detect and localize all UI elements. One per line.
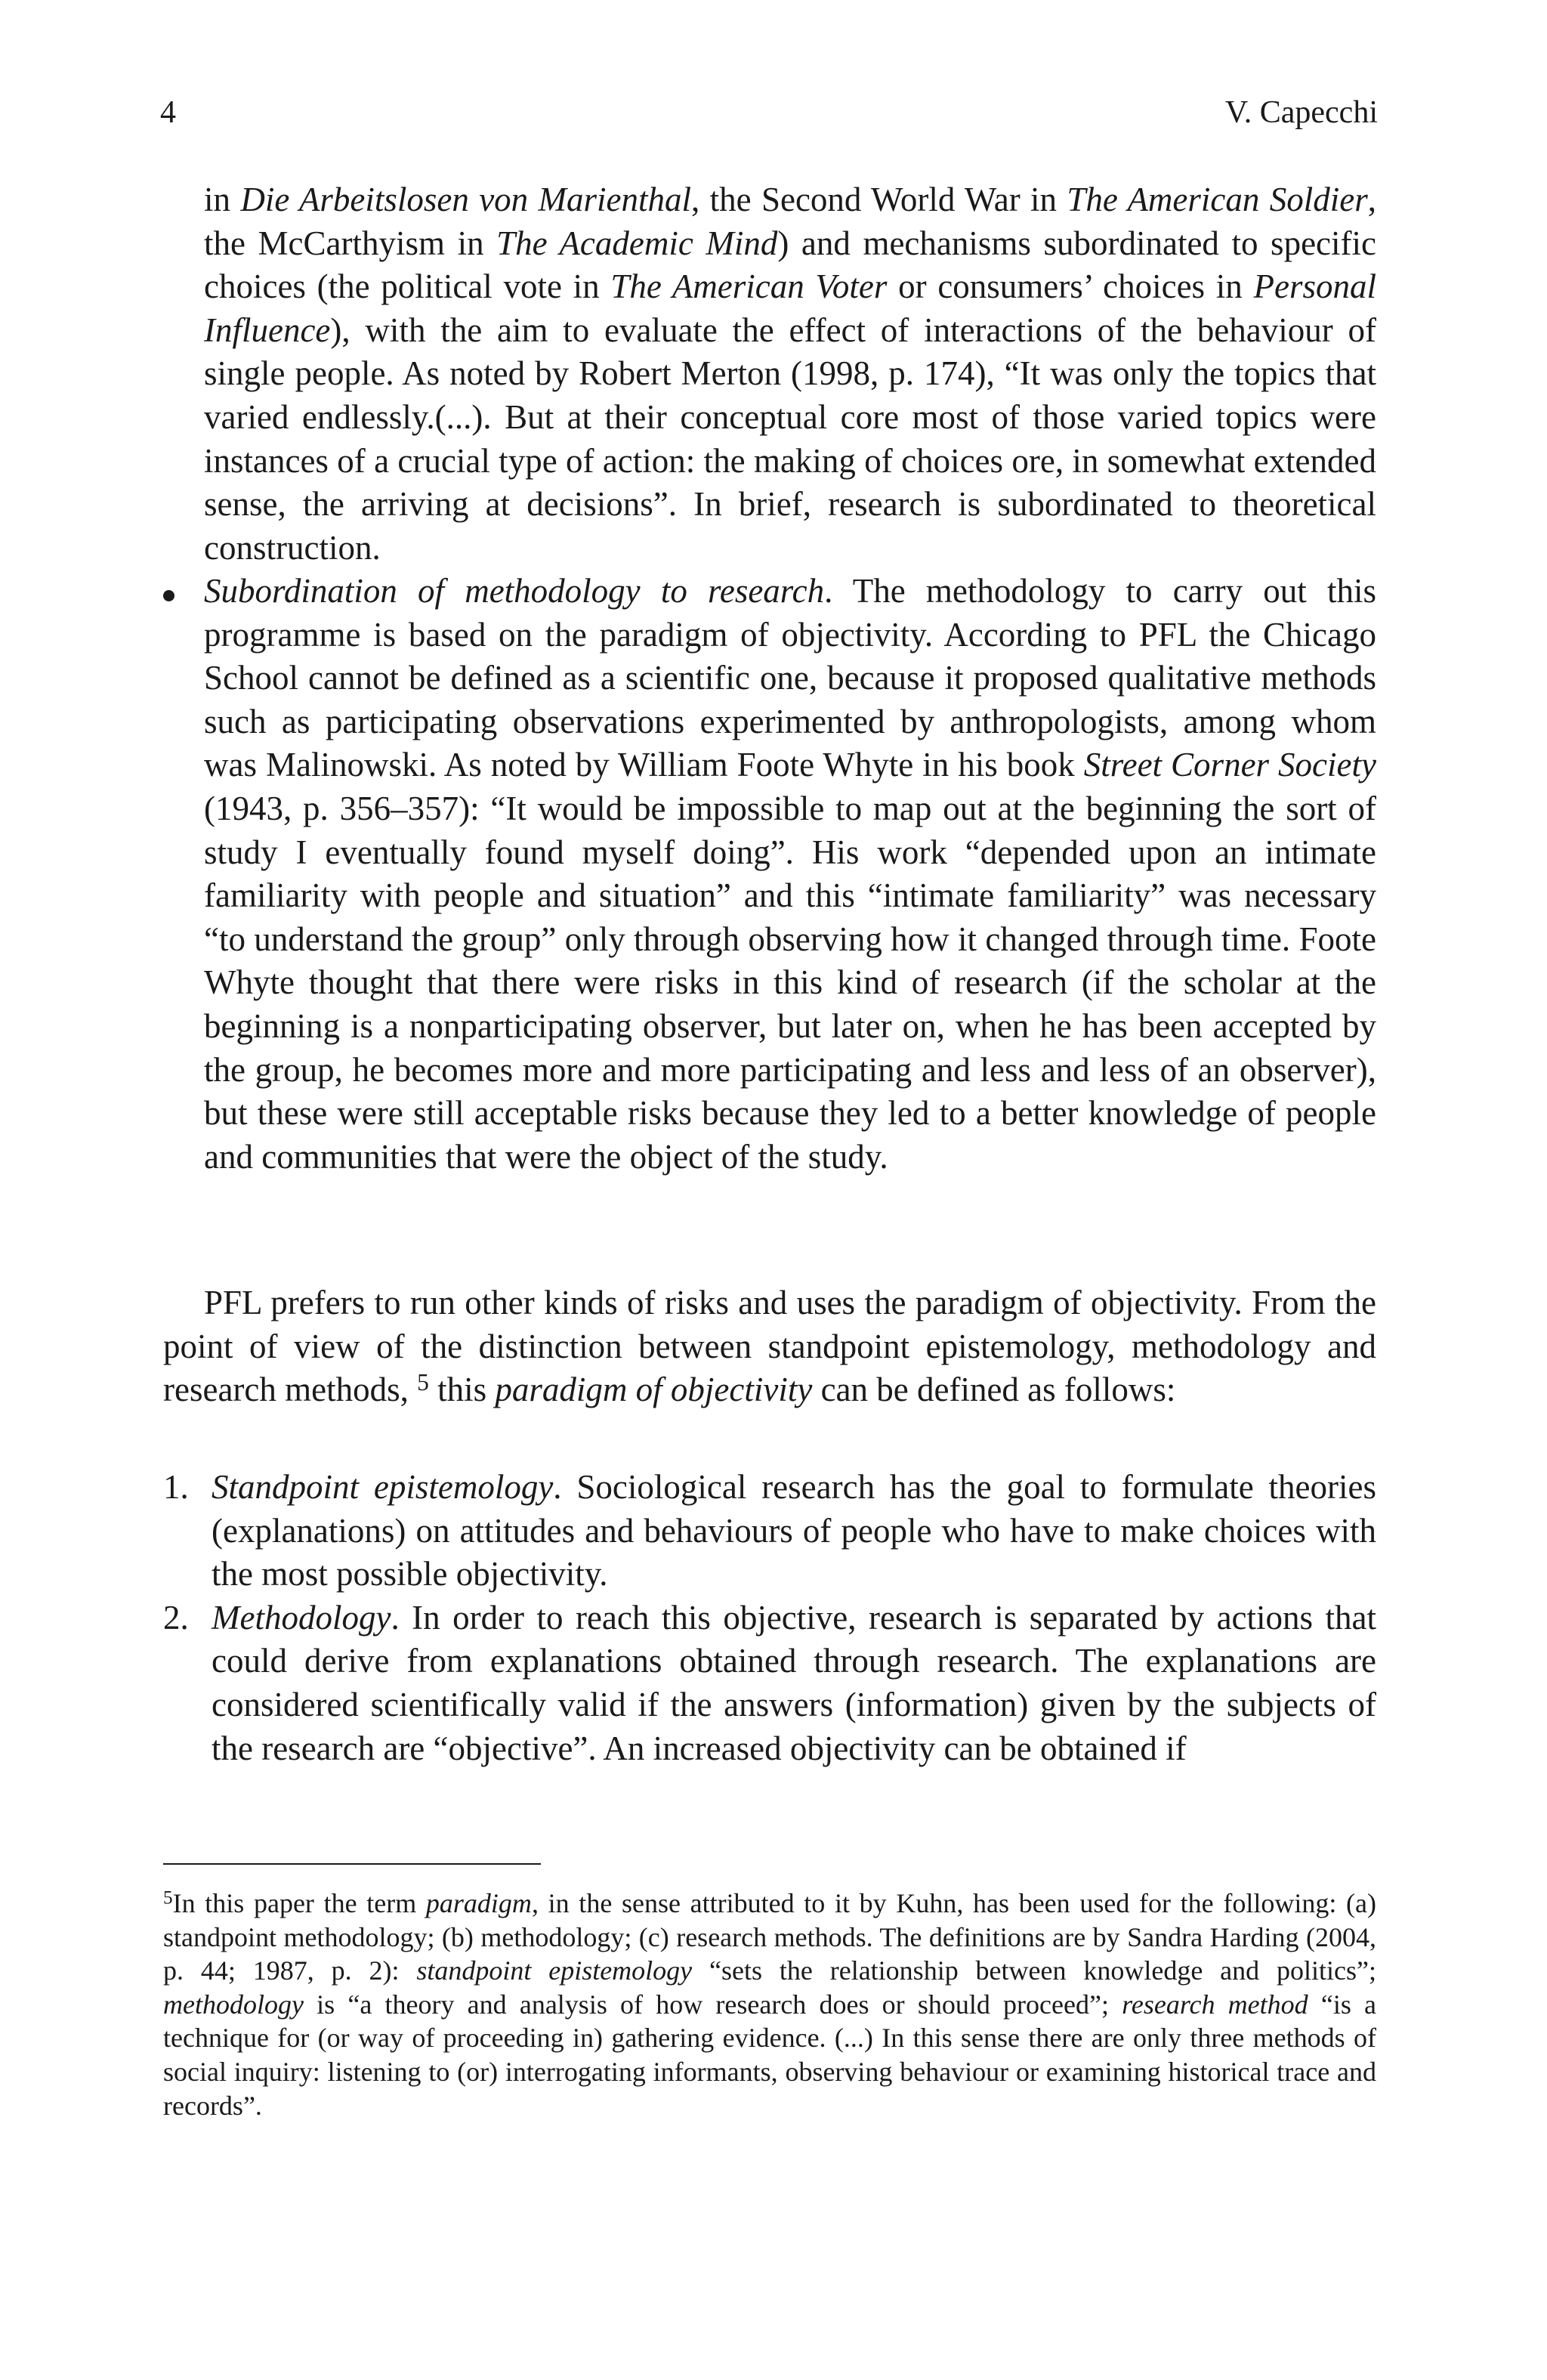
footnote-reference[interactable]: 5 xyxy=(417,1369,429,1396)
book-title: Personal Influence xyxy=(204,267,1376,349)
numbered-list xyxy=(163,1466,1376,1770)
book-title: Die Arbeitslosen von Marienthal xyxy=(240,181,692,218)
emphasis: paradigm of objectivity xyxy=(495,1371,813,1409)
body-paragraph: PFL prefers to run other kinds of risks and uses the paradigm of objectivity. From the point of view of the distinction between standpoint epistemology, methodology and research methods, $^5$ this paradigm of objectivity can be defined as follows: xyxy=(163,1284,1376,1409)
book-title: The Academic Mind xyxy=(496,224,778,262)
list-item: 1. Standpoint epistemology. Sociological research has the goal to formulate theories (explanations) on attitudes and behaviours of people who have to make choices with the most possible objectivity. xyxy=(163,1466,1376,1596)
page-number: 4 xyxy=(160,95,176,130)
bullet-text: Subordination of methodology to research. The methodology to carry out this programme is based on the paradigm of objectivity. According to PFL the Chicago School cannot be defined as a scientific one, because it proposed qualitative methods such as participating observations experimented by anthropologists, among whom was Malinowski. As noted by William Foote Whyte in his book Street Corner Society (1943, p. 356–357): “It would be impossible to map out at the beginning the sort of study I eventually found myself doing”. His work “depended upon an intimate familiarity with people and situation” and this “intimate familiarity” was necessary “to understand the group” only through observing how it changed through time. Foote Whyte thought that there were risks in this kind of research (if the scholar at the beginning is a nonparticipating observer, but later on, when he has been accepted by the group, he becomes more and more participating and less and less of an observer), but these were still acceptable risks because they led to a better knowledge of people and communities that were the object of the study. xyxy=(204,572,1376,1176)
list-heading: Methodology xyxy=(212,1598,391,1637)
book-title: The American Soldier xyxy=(1067,181,1368,218)
book-title: Street Corner Society xyxy=(1083,746,1376,784)
book-title: The American Voter xyxy=(610,267,888,306)
bullet-dot-icon xyxy=(163,590,174,601)
list-item: 2. Methodology. In order to reach this objective, research is separated by actions that could derive from explanations obtained through research. The explanations are considered scientifically valid if the answers (information) given by the subjects of the research are “objective”. An increased objectivity can be obtained if xyxy=(163,1596,1376,1770)
footnote-marker: 5 xyxy=(163,1887,173,1909)
list-heading: Standpoint epistemology xyxy=(212,1468,554,1506)
list-number: 1. xyxy=(163,1468,189,1506)
bullet-item xyxy=(163,570,1376,1179)
list-number: 2. xyxy=(163,1598,189,1637)
running-head: V. Capecchi xyxy=(1224,95,1378,130)
footnote-divider xyxy=(163,1863,541,1865)
footnote: $^5$In this paper the term paradigm, in the sense attributed to it by Kuhn, has been used for the following: (a) standpoint methodology; (b) methodology; (c) research methods. The definitions are by Sandra Harding (2004, p. 44; 1987, p. 2): standpoint epistemology “sets the relationship between knowledge and politics”; methodology is “a theory and analysis of how research does or should proceed”; research method “is a technique for (or way of proceeding in) gathering evidence. (...) In this sense there are only three methods of social inquiry: listening to (or) interrogating informants, observing behaviour or examining historical trace and records”. xyxy=(163,1887,1376,2121)
bullet-heading: Subordination of methodology to research xyxy=(204,572,825,610)
continued-bullet-text: in Die Arbeitslosen von Marienthal, the Second World War in The American Soldier, the McCarthyism in The Academic Mind) and mechanisms subordinated to specific choices (the political vote in The American Voter or consumers’ choices in Personal Influence), with the aim to evaluate the effect of interactions of the behaviour of single people. As noted by Robert Merton (1998, p. 174), “It was only the topics that varied endlessly.(...). But at their conceptual core most of those varied topics were instances of a crucial type of action: the making of choices ore, in somewhat extended sense, the arriving at decisions”. In brief, research is subordinated to theoretical construction. xyxy=(204,181,1376,567)
